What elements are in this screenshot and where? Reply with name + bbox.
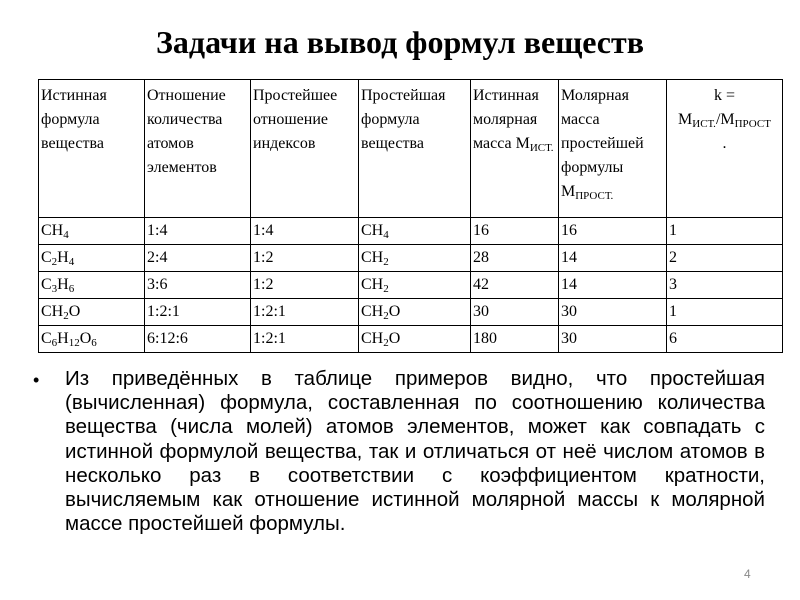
cell-k: 3 — [667, 272, 783, 299]
cell-atom-ratio: 1:4 — [145, 218, 251, 245]
cell-simplest-formula: $CH_2$ — [359, 245, 471, 272]
cell-simplest-formula: $CH_2O$ — [359, 326, 471, 353]
header-k: k = $М_{ИСТ.}/М_{ПРОСТ}$ . — [667, 80, 783, 218]
header-simplest-formula: Простейшая формула вещества — [359, 80, 471, 218]
cell-simplest-formula: $CH_4$ — [359, 218, 471, 245]
cell-true-formula: $C_6H_{12}O_6$ — [39, 326, 145, 353]
cell-k: 6 — [667, 326, 783, 353]
cell-simplest-molar-mass: 16 — [559, 218, 667, 245]
cell-true-molar-mass: 28 — [471, 245, 559, 272]
table-row — [39, 218, 783, 245]
cell-true-formula: $C_3H_6$ — [39, 272, 145, 299]
header-true-formula: Истинная формула вещества — [39, 80, 145, 218]
table-row — [39, 326, 783, 353]
header-simplest-molar-mass: Молярная масса простейшей формулы $М_{ПРОСТ.}$ — [559, 80, 667, 218]
header-atom-ratio: Отношение количества атомов элементов — [145, 80, 251, 218]
cell-true-molar-mass: 16 — [471, 218, 559, 245]
bullet-marker: • — [33, 370, 40, 390]
cell-index-ratio: 1:4 — [251, 218, 359, 245]
cell-index-ratio: 1:2 — [251, 272, 359, 299]
cell-simplest-molar-mass: 14 — [559, 245, 667, 272]
cell-true-formula: $CH_4$ — [39, 218, 145, 245]
page-number: 4 — [744, 567, 751, 581]
cell-true-molar-mass: 180 — [471, 326, 559, 353]
slide-title: Задачи на вывод формул веществ — [155, 24, 644, 60]
cell-simplest-molar-mass: 30 — [559, 326, 667, 353]
table-row — [39, 299, 783, 326]
cell-atom-ratio: 6:12:6 — [145, 326, 251, 353]
cell-k: 1 — [667, 299, 783, 326]
cell-true-formula: $CH_2O$ — [39, 299, 145, 326]
cell-true-formula: $C_2H_4$ — [39, 245, 145, 272]
table-row — [39, 272, 783, 299]
header-simplest-index-ratio: Простейшее отношение индексов — [251, 80, 359, 218]
cell-true-molar-mass: 30 — [471, 299, 559, 326]
cell-k: 1 — [667, 218, 783, 245]
cell-simplest-molar-mass: 30 — [559, 299, 667, 326]
table-row — [39, 245, 783, 272]
cell-index-ratio: 1:2:1 — [251, 326, 359, 353]
table-header-row — [39, 80, 783, 218]
cell-atom-ratio: 3:6 — [145, 272, 251, 299]
cell-atom-ratio: 1:2:1 — [145, 299, 251, 326]
cell-atom-ratio: 2:4 — [145, 245, 251, 272]
cell-index-ratio: 1:2:1 — [251, 299, 359, 326]
cell-simplest-formula: $CH_2O$ — [359, 299, 471, 326]
cell-simplest-molar-mass: 14 — [559, 272, 667, 299]
header-true-molar-mass: Истинная молярная масса $М_{ИСТ.}$ — [471, 80, 559, 218]
explanation-paragraph: Из приведённых в таблице примеров видно, что простейшая (вычисленная) формула, составленная по соотношению количества вещества (числа молей) атомов элементов, может как совпадать с истинной формулой вещества, так и отличаться от неё числом атомов в несколько раз в соответствии с коэффициентом кратности, вычисляемым как отношение истинной молярной массы к молярной массе простейшей формулы. — [65, 367, 765, 536]
cell-index-ratio: 1:2 — [251, 245, 359, 272]
cell-true-molar-mass: 42 — [471, 272, 559, 299]
cell-k: 2 — [667, 245, 783, 272]
table-body — [39, 218, 783, 353]
formula-table — [38, 79, 783, 353]
cell-simplest-formula: $CH_2$ — [359, 272, 471, 299]
